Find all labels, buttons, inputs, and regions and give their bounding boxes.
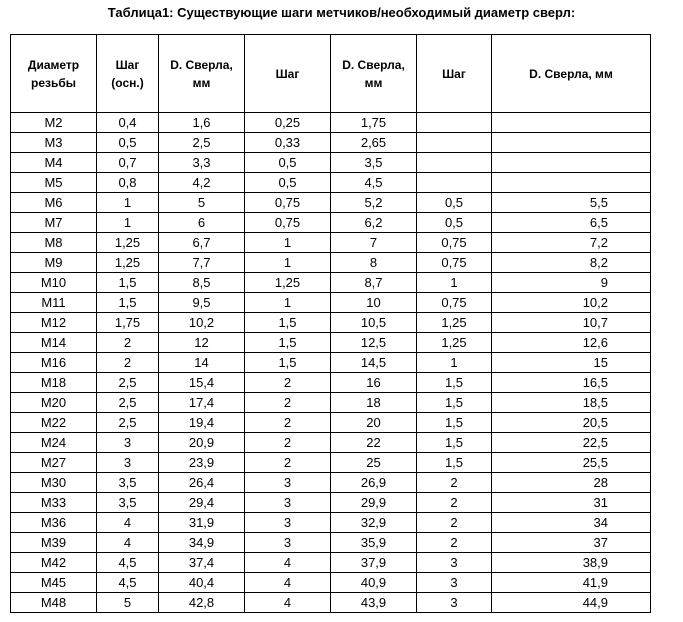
drill-diameter-fine-1-cell: 2,65	[331, 133, 417, 153]
thread-diameter-cell: M39	[11, 533, 97, 553]
table-row	[11, 133, 651, 153]
thread-diameter-cell: M27	[11, 453, 97, 473]
pitch-main-cell: 1,25	[97, 253, 159, 273]
pitch-main-cell: 5	[97, 593, 159, 613]
drill-diameter-fine-2-cell: 9	[492, 273, 651, 293]
pitch-main-cell: 1	[97, 193, 159, 213]
pitch-fine-2-cell: 0,75	[417, 253, 492, 273]
drill-diameter-fine-1-cell: 32,9	[331, 513, 417, 533]
drill-diameter-main-cell: 42,8	[159, 593, 245, 613]
pitch-main-cell: 3,5	[97, 493, 159, 513]
thread-diameter-cell: M12	[11, 313, 97, 333]
thread-diameter-cell: M30	[11, 473, 97, 493]
drill-diameter-fine-2-cell: 34	[492, 513, 651, 533]
pitch-fine-1-cell: 2	[245, 413, 331, 433]
drill-diameter-fine-2-cell: 5,5	[492, 193, 651, 213]
table-row	[11, 253, 651, 273]
drill-diameter-fine-2-cell: 16,5	[492, 373, 651, 393]
thread-diameter-cell: M36	[11, 513, 97, 533]
pitch-main-cell: 0,5	[97, 133, 159, 153]
drill-diameter-fine-2-cell: 10,2	[492, 293, 651, 313]
drill-diameter-fine-2-cell: 41,9	[492, 573, 651, 593]
header-thread-diameter: Диаметр резьбы	[11, 35, 97, 113]
drill-diameter-fine-1-cell: 16	[331, 373, 417, 393]
drill-diameter-fine-1-cell: 12,5	[331, 333, 417, 353]
pitch-fine-2-cell: 1,5	[417, 433, 492, 453]
table-row	[11, 573, 651, 593]
pitch-main-cell: 1,25	[97, 233, 159, 253]
pitch-fine-2-cell: 1,25	[417, 333, 492, 353]
drill-diameter-fine-1-cell: 22	[331, 433, 417, 453]
pitch-fine-1-cell: 3	[245, 533, 331, 553]
header-pitch-main: Шаг (осн.)	[97, 35, 159, 113]
table-row	[11, 413, 651, 433]
drill-diameter-main-cell: 37,4	[159, 553, 245, 573]
table-row	[11, 113, 651, 133]
pitch-fine-1-cell: 0,5	[245, 153, 331, 173]
drill-diameter-fine-1-cell: 18	[331, 393, 417, 413]
thread-diameter-cell: M7	[11, 213, 97, 233]
table-row	[11, 233, 651, 253]
drill-diameter-main-cell: 2,5	[159, 133, 245, 153]
drill-diameter-main-cell: 10,2	[159, 313, 245, 333]
drill-diameter-fine-2-cell	[492, 113, 651, 133]
header-drill-diameter-main: D. Сверла, мм	[159, 35, 245, 113]
pitch-fine-1-cell: 2	[245, 393, 331, 413]
table-row	[11, 433, 651, 453]
pitch-main-cell: 4,5	[97, 573, 159, 593]
pitch-main-cell: 0,7	[97, 153, 159, 173]
drill-diameter-fine-1-cell: 5,2	[331, 193, 417, 213]
pitch-fine-1-cell: 4	[245, 553, 331, 573]
thread-diameter-cell: M33	[11, 493, 97, 513]
pitch-fine-2-cell	[417, 133, 492, 153]
drill-diameter-fine-1-cell: 40,9	[331, 573, 417, 593]
table-row	[11, 553, 651, 573]
drill-diameter-main-cell: 12	[159, 333, 245, 353]
drill-diameter-main-cell: 20,9	[159, 433, 245, 453]
drill-diameter-main-cell: 5	[159, 193, 245, 213]
pitch-main-cell: 4	[97, 513, 159, 533]
thread-diameter-cell: M3	[11, 133, 97, 153]
pitch-main-cell: 1,5	[97, 273, 159, 293]
drill-diameter-fine-2-cell	[492, 153, 651, 173]
table-row	[11, 473, 651, 493]
pitch-fine-1-cell: 0,33	[245, 133, 331, 153]
pitch-fine-2-cell: 1,25	[417, 313, 492, 333]
drill-diameter-fine-2-cell: 18,5	[492, 393, 651, 413]
pitch-fine-1-cell: 4	[245, 593, 331, 613]
drill-diameter-fine-1-cell: 10	[331, 293, 417, 313]
pitch-fine-1-cell: 1,5	[245, 313, 331, 333]
pitch-fine-2-cell: 2	[417, 473, 492, 493]
drill-diameter-fine-1-cell: 25	[331, 453, 417, 473]
pitch-fine-2-cell: 3	[417, 593, 492, 613]
drill-diameter-main-cell: 31,9	[159, 513, 245, 533]
drill-diameter-main-cell: 15,4	[159, 373, 245, 393]
drill-diameter-fine-1-cell: 35,9	[331, 533, 417, 553]
pitch-fine-2-cell	[417, 173, 492, 193]
pitch-fine-1-cell: 1,5	[245, 353, 331, 373]
thread-diameter-cell: M8	[11, 233, 97, 253]
pitch-main-cell: 2	[97, 353, 159, 373]
drill-diameter-fine-1-cell: 8	[331, 253, 417, 273]
drill-diameter-fine-1-cell: 7	[331, 233, 417, 253]
pitch-main-cell: 1,75	[97, 313, 159, 333]
pitch-fine-1-cell: 3	[245, 493, 331, 513]
drill-diameter-fine-1-cell: 43,9	[331, 593, 417, 613]
pitch-main-cell: 2	[97, 333, 159, 353]
table-row	[11, 293, 651, 313]
drill-diameter-main-cell: 8,5	[159, 273, 245, 293]
drill-diameter-main-cell: 1,6	[159, 113, 245, 133]
pitch-fine-2-cell: 1	[417, 353, 492, 373]
pitch-main-cell: 3,5	[97, 473, 159, 493]
pitch-fine-2-cell: 0,75	[417, 233, 492, 253]
drill-diameter-fine-2-cell: 38,9	[492, 553, 651, 573]
thread-diameter-cell: M20	[11, 393, 97, 413]
drill-diameter-fine-2-cell: 37	[492, 533, 651, 553]
drill-diameter-main-cell: 6,7	[159, 233, 245, 253]
pitch-main-cell: 2,5	[97, 373, 159, 393]
pitch-main-cell: 1,5	[97, 293, 159, 313]
drill-diameter-fine-2-cell: 7,2	[492, 233, 651, 253]
drill-diameter-main-cell: 34,9	[159, 533, 245, 553]
drill-diameter-fine-2-cell: 10,7	[492, 313, 651, 333]
thread-diameter-cell: M14	[11, 333, 97, 353]
table-row	[11, 593, 651, 613]
pitch-fine-1-cell: 2	[245, 433, 331, 453]
table-row	[11, 193, 651, 213]
table-row	[11, 273, 651, 293]
pitch-main-cell: 4,5	[97, 553, 159, 573]
pitch-fine-2-cell	[417, 113, 492, 133]
thread-diameter-cell: M6	[11, 193, 97, 213]
drill-diameter-main-cell: 3,3	[159, 153, 245, 173]
drill-size-table	[10, 34, 651, 613]
drill-diameter-main-cell: 23,9	[159, 453, 245, 473]
pitch-fine-1-cell: 2	[245, 373, 331, 393]
drill-diameter-main-cell: 17,4	[159, 393, 245, 413]
drill-diameter-main-cell: 26,4	[159, 473, 245, 493]
pitch-fine-2-cell: 3	[417, 553, 492, 573]
table-row	[11, 453, 651, 473]
drill-diameter-fine-2-cell: 6,5	[492, 213, 651, 233]
pitch-fine-2-cell: 2	[417, 493, 492, 513]
drill-diameter-fine-2-cell: 25,5	[492, 453, 651, 473]
drill-diameter-main-cell: 9,5	[159, 293, 245, 313]
drill-diameter-main-cell: 4,2	[159, 173, 245, 193]
pitch-fine-1-cell: 0,5	[245, 173, 331, 193]
pitch-fine-1-cell: 3	[245, 513, 331, 533]
table-row	[11, 313, 651, 333]
pitch-fine-2-cell: 1,5	[417, 393, 492, 413]
table-row	[11, 533, 651, 553]
header-pitch-fine-1: Шаг	[245, 35, 331, 113]
header-drill-diameter-fine-1: D. Сверла, мм	[331, 35, 417, 113]
table-title: Таблица1: Существующие шаги метчиков/необходимый диаметр сверл:	[107, 5, 576, 20]
pitch-main-cell: 4	[97, 533, 159, 553]
drill-diameter-main-cell: 29,4	[159, 493, 245, 513]
pitch-fine-1-cell: 3	[245, 473, 331, 493]
table-row	[11, 173, 651, 193]
drill-diameter-fine-1-cell: 4,5	[331, 173, 417, 193]
pitch-fine-2-cell: 2	[417, 533, 492, 553]
thread-diameter-cell: M9	[11, 253, 97, 273]
drill-diameter-fine-2-cell: 31	[492, 493, 651, 513]
drill-diameter-main-cell: 7,7	[159, 253, 245, 273]
table-row	[11, 153, 651, 173]
drill-diameter-fine-2-cell: 44,9	[492, 593, 651, 613]
pitch-fine-1-cell: 1,25	[245, 273, 331, 293]
thread-diameter-cell: M22	[11, 413, 97, 433]
drill-diameter-main-cell: 40,4	[159, 573, 245, 593]
pitch-fine-1-cell: 0,75	[245, 213, 331, 233]
pitch-fine-1-cell: 1	[245, 293, 331, 313]
table-row	[11, 393, 651, 413]
thread-diameter-cell: M11	[11, 293, 97, 313]
pitch-main-cell: 0,4	[97, 113, 159, 133]
pitch-fine-2-cell: 2	[417, 513, 492, 533]
drill-diameter-fine-2-cell	[492, 133, 651, 153]
pitch-main-cell: 0,8	[97, 173, 159, 193]
pitch-main-cell: 2,5	[97, 413, 159, 433]
thread-diameter-cell: M10	[11, 273, 97, 293]
drill-diameter-fine-2-cell: 12,6	[492, 333, 651, 353]
table-row	[11, 513, 651, 533]
pitch-fine-2-cell: 0,5	[417, 213, 492, 233]
drill-diameter-fine-1-cell: 6,2	[331, 213, 417, 233]
pitch-fine-2-cell	[417, 153, 492, 173]
drill-diameter-fine-1-cell: 37,9	[331, 553, 417, 573]
drill-diameter-fine-2-cell: 20,5	[492, 413, 651, 433]
drill-diameter-fine-1-cell: 26,9	[331, 473, 417, 493]
pitch-main-cell: 3	[97, 433, 159, 453]
drill-diameter-fine-1-cell: 29,9	[331, 493, 417, 513]
thread-diameter-cell: M42	[11, 553, 97, 573]
header-drill-diameter-fine-2: D. Сверла, мм	[492, 35, 651, 113]
thread-diameter-cell: M5	[11, 173, 97, 193]
pitch-fine-1-cell: 2	[245, 453, 331, 473]
pitch-fine-1-cell: 0,75	[245, 193, 331, 213]
header-pitch-fine-2: Шаг	[417, 35, 492, 113]
thread-diameter-cell: M45	[11, 573, 97, 593]
pitch-fine-1-cell: 4	[245, 573, 331, 593]
drill-diameter-fine-1-cell: 1,75	[331, 113, 417, 133]
drill-diameter-main-cell: 14	[159, 353, 245, 373]
pitch-fine-2-cell: 1,5	[417, 413, 492, 433]
table-row	[11, 373, 651, 393]
pitch-fine-2-cell: 0,5	[417, 193, 492, 213]
drill-diameter-fine-1-cell: 14,5	[331, 353, 417, 373]
thread-diameter-cell: M4	[11, 153, 97, 173]
thread-diameter-cell: M24	[11, 433, 97, 453]
thread-diameter-cell: M2	[11, 113, 97, 133]
table-row	[11, 333, 651, 353]
pitch-main-cell: 2,5	[97, 393, 159, 413]
table-row	[11, 213, 651, 233]
drill-diameter-fine-2-cell: 22,5	[492, 433, 651, 453]
thread-diameter-cell: M16	[11, 353, 97, 373]
thread-diameter-cell: M18	[11, 373, 97, 393]
pitch-fine-2-cell: 0,75	[417, 293, 492, 313]
pitch-fine-1-cell: 1	[245, 253, 331, 273]
pitch-fine-2-cell: 1,5	[417, 373, 492, 393]
drill-diameter-fine-2-cell	[492, 173, 651, 193]
drill-diameter-fine-2-cell: 15	[492, 353, 651, 373]
drill-diameter-fine-1-cell: 8,7	[331, 273, 417, 293]
thread-diameter-cell: M48	[11, 593, 97, 613]
pitch-fine-2-cell: 3	[417, 573, 492, 593]
pitch-fine-1-cell: 1,5	[245, 333, 331, 353]
drill-diameter-fine-2-cell: 8,2	[492, 253, 651, 273]
table-row	[11, 493, 651, 513]
pitch-fine-2-cell: 1,5	[417, 453, 492, 473]
drill-diameter-main-cell: 6	[159, 213, 245, 233]
drill-diameter-main-cell: 19,4	[159, 413, 245, 433]
pitch-main-cell: 1	[97, 213, 159, 233]
drill-diameter-fine-1-cell: 10,5	[331, 313, 417, 333]
header-row	[11, 35, 651, 113]
table-row	[11, 353, 651, 373]
pitch-main-cell: 3	[97, 453, 159, 473]
drill-diameter-fine-1-cell: 3,5	[331, 153, 417, 173]
pitch-fine-2-cell: 1	[417, 273, 492, 293]
pitch-fine-1-cell: 0,25	[245, 113, 331, 133]
drill-diameter-fine-1-cell: 20	[331, 413, 417, 433]
table-body	[11, 113, 651, 613]
drill-diameter-fine-2-cell: 28	[492, 473, 651, 493]
pitch-fine-1-cell: 1	[245, 233, 331, 253]
